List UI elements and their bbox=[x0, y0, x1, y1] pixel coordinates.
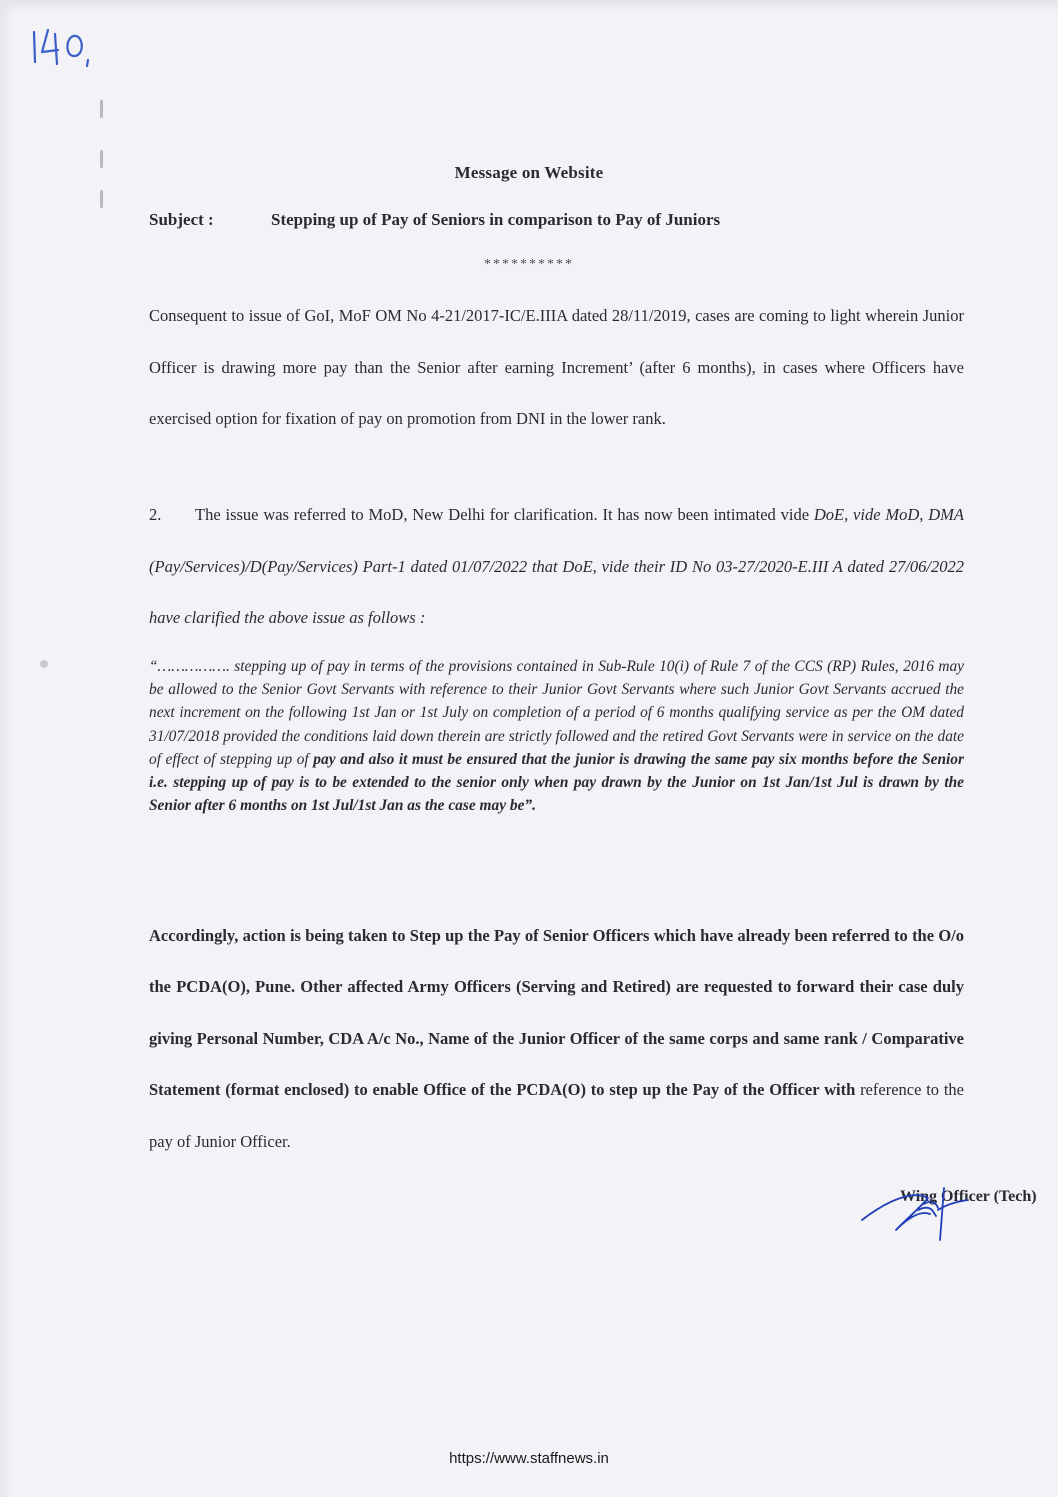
subject-line bbox=[149, 210, 720, 230]
subject-text: Stepping up of Pay of Seniors in comparison to Pay of Juniors bbox=[271, 210, 721, 229]
paragraph-2 bbox=[149, 489, 964, 644]
handwritten-page-number bbox=[28, 22, 94, 68]
punch-mark bbox=[100, 100, 103, 118]
quoted-clarification bbox=[149, 655, 964, 817]
scan-speck bbox=[40, 660, 48, 668]
signatory-title: Wing Officer (Tech) bbox=[900, 1188, 1037, 1205]
paragraph-2-reference: DoE, vide MoD, DMA (Pay/Services)/D(Pay/Services) Part-1 dated 01/07/2022 that DoE, vide their ID No 03-27/2020-E.III A dated 27/06/2022 have clarified the above issue as follows : bbox=[149, 505, 964, 627]
paragraph-1: Consequent to issue of GoI, MoF OM No 4-21/2017-IC/E.IIIA dated 28/11/2019, cases are coming to light wherein Junior Officer is drawing more pay than the Senior after earning Increment’ (after 6 months), in cases where Officers have exercised option for fixation of pay on promotion from DNI in the lower rank. bbox=[149, 306, 964, 428]
paragraph-3 bbox=[149, 910, 964, 1167]
paragraph-3-tail: reference to the pay of Junior Officer. bbox=[149, 1080, 964, 1151]
subject-label: Subject : bbox=[149, 210, 214, 229]
scan-left-edge bbox=[0, 0, 14, 1497]
quote-part-2: pay and also it must be ensured that the junior is drawing the same pay six months before the Senior i.e. stepping up of pay is to be extended to the senior only when pay drawn by the Junior on 1st Jan/1st Jul is drawn by the Senior after 6 months on 1st Jul/1st Jan as the case may be”. bbox=[149, 750, 964, 815]
punch-mark bbox=[100, 190, 103, 208]
scan-top-edge bbox=[0, 0, 1058, 12]
quote-part-1: “……………. stepping up of pay in terms of the provisions contained in Sub-Rule 10(i) of Rule 7 of the CCS (RP) Rules, 2016 may be allowed to the Senior Govt Servants with reference to their Junior Govt Servants where such Junior Govt Servants accrued the next increment on the following 1st Jan or 1st July on completion of a period of 6 months qualifying service as per the OM dated 31/07/2018 provided the conditions laid down therein are strictly followed and the retired Govt Servants were in service on the date of effect of stepping up of bbox=[149, 658, 964, 768]
paragraph-3-bold: Accordingly, action is being taken to Step up the Pay of Senior Officers which have already been referred to the O/o the PCDA(O), Pune. Other affected Army Officers (Serving and Retired) are requested to forward their case duly giving Personal Number, CDA A/c No., Name of the Junior Officer of the same corps and same rank / Comparative Statement (format enclosed) to enable Office of the PCDA(O) to step up the Pay of the Officer with bbox=[149, 926, 964, 1100]
paragraph-2-text: The issue was referred to MoD, New Delhi for clarification. It has now been intimated vide bbox=[195, 505, 814, 524]
footer-url[interactable]: https://www.staffnews.in bbox=[449, 1450, 609, 1467]
document-title: Message on Website bbox=[454, 163, 604, 182]
handwritten-signature bbox=[858, 1180, 970, 1265]
paragraph-2-number: 2. bbox=[149, 505, 162, 524]
separator: ********** bbox=[484, 257, 574, 272]
